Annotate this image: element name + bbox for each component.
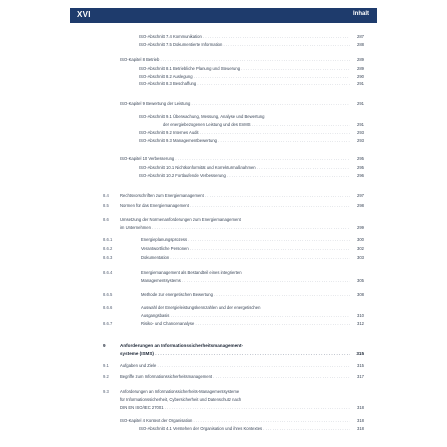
toc-entry-title: ISO-Kapitel 9 Bewertung der Leistung . . . [120, 101, 350, 106]
toc-entry-page: 315 [356, 351, 364, 356]
toc-entry-title-continued: im Unternehmen . . . [120, 225, 350, 230]
toc-entry-title: Risiko- und Chancenanalyse . . . [141, 321, 350, 326]
toc-entry-title: Energieplanungsprozess . . . [141, 237, 350, 242]
toc-entry-page: 291 [357, 101, 364, 106]
toc-entry-number: 8.5 [103, 203, 109, 208]
toc-entry-title: ISO-Abschnitt 9.2 Internes Audit . . . [139, 130, 350, 135]
toc-entry-page: 295 [357, 165, 364, 170]
toc-entry-title-continued: für Informationssicherheit, Cybersicherheit und Datenschutz nach [120, 397, 242, 402]
toc-entry-number: 8.6.1 [103, 237, 113, 242]
toc-entry-title: Aufgaben und Ziele . . . [120, 363, 350, 368]
toc-entry-title: ISO-Abschnitt 7.5 Dokumentierte Information . . . [139, 42, 350, 47]
toc-entry-title: ISO-Abschnitt 9.3 Managementbewertung . . . [139, 138, 350, 143]
toc-entry-page: 318 [357, 418, 364, 423]
toc-entry-number: 9.3 [103, 389, 109, 394]
toc-entry-page: 302 [357, 246, 364, 251]
toc-entry-title: ISO-Abschnitt 8.3 Beschaffung . . . [139, 81, 350, 86]
toc-entry-page: 295 [357, 156, 364, 161]
toc-entry-number: 8.4 [103, 193, 109, 198]
toc-entry-title: Begriffe zum Informationssicherheitsmanagement . . . [120, 374, 350, 379]
toc-entry-page: 297 [357, 193, 364, 198]
toc-entry-number: 8.6 [103, 217, 109, 222]
toc-entry-number: 8.6.5 [103, 292, 113, 297]
toc-entry-title: ISO-Abschnitt 8.1 Betriebliche Planung und Steuerung . . . [139, 66, 350, 71]
toc-entry-number: 9 [103, 343, 106, 348]
section-title: Inhalt [353, 11, 369, 17]
toc-entry-title: Methode zur energetischen Bewertung . . . [141, 292, 350, 297]
toc-entry-page: 305 [357, 278, 364, 283]
toc-entry-page: 312 [357, 321, 364, 326]
toc-entry-title: Auswahl der Energieleistungskennzahlen und der energetischen [141, 305, 261, 310]
toc-entry-title: Umsetzung der Normenanforderungen zum Energiemanagement [120, 217, 241, 222]
toc-entry-page: 315 [357, 363, 364, 368]
toc-entry-title: ISO-Abschnitt 7.4 Kommunikation . . . [139, 34, 350, 39]
toc-entry-number: 9.1 [103, 363, 109, 368]
toc-entry-page: 287 [357, 34, 364, 39]
toc-entry-title: ISO-Abschnitt 8.2 Auslegung . . . [139, 74, 350, 79]
toc-entry-title: Dokumentation . . . [141, 255, 350, 260]
toc-entry-title: ISO-Kapitel 8 Betrieb . . . [120, 57, 350, 62]
toc-entry-page: 289 [357, 66, 364, 71]
toc-entry-title: Energiemanagement als Bestandteil eines integrierten [141, 270, 242, 275]
toc-entry-title-continued: Ausgangsbasis . . . [141, 313, 350, 318]
toc-entry-page: 293 [357, 138, 364, 143]
toc-entry-page: 298 [357, 203, 364, 208]
toc-entry-title-continued: DIN EN ISO/IEC 27001 . . . [120, 405, 350, 410]
toc-entry-page: 291 [357, 81, 364, 86]
toc-entry-title-continued: der energiebezogenen Leistung und des EnMS . . . [163, 122, 350, 127]
toc-entry-title: ISO-Abschnitt 10.1 Nichtkonformität und Korrekturmaßnahmen . . . [139, 165, 350, 170]
toc-entry-page: 291 [357, 122, 364, 127]
toc-entry-title-continued: systeme (ISMS) . . . [120, 351, 350, 356]
toc-entry-page: 300 [357, 237, 364, 242]
toc-entry-page: 293 [357, 130, 364, 135]
toc-entry-title: ISO-Abschnitt 10.2 Fortlaufende Verbesserung . . . [139, 173, 350, 178]
toc-entry-title: ISO-Kapitel 10 Verbesserung . . . [120, 156, 350, 161]
toc-entry-title: Rechtsvorschriften zum Energiemanagement . . . [120, 193, 350, 198]
toc-entry-title: ISO-Abschnitt 4.1 Verstehen der Organisation und ihres Kontextes . . . [139, 426, 350, 431]
toc-entry-page: 288 [357, 42, 364, 47]
toc-entry-title: ISO-Kapitel 4 Kontext der Organisation . . . [120, 418, 350, 423]
page-number: XVI [77, 10, 91, 19]
toc-entry-page: 318 [357, 426, 364, 431]
toc-entry-title: Verantwortliche Personen . . . [141, 246, 350, 251]
toc-entry-number: 8.6.2 [103, 246, 113, 251]
toc-entry-page: 308 [357, 292, 364, 297]
toc-entry-number: 9.2 [103, 374, 109, 379]
toc-entry-number: 8.6.7 [103, 321, 113, 326]
toc-entry-page: 303 [357, 255, 364, 260]
toc-entry-number: 8.6.3 [103, 255, 113, 260]
toc-entry-page: 310 [357, 313, 364, 318]
toc-entry-page: 290 [357, 74, 364, 79]
toc-entry-page: 289 [357, 57, 364, 62]
toc-entry-title: ISO-Abschnitt 9.1 Überwachung, Messung, Analyse und Bewertung [139, 114, 265, 119]
toc-entry-title-continued: Managementsystems . . . [141, 278, 350, 283]
toc-entry-title: Normen für das Energiemanagement . . . [120, 203, 350, 208]
toc-entry-page: 299 [357, 225, 364, 230]
toc-entry-page: 318 [357, 405, 364, 410]
toc-entry-number: 8.6.6 [103, 305, 113, 310]
toc-entry-page: 296 [357, 173, 364, 178]
toc-entry-number: 8.6.4 [103, 270, 113, 275]
toc-entry-page: 317 [357, 374, 364, 379]
toc-entry-title: Anforderungen an Informationssicherheitsmanagement- [120, 343, 244, 348]
toc-entry-title: Anforderungen an Informationssicherheits-Managementsysteme [120, 389, 240, 394]
